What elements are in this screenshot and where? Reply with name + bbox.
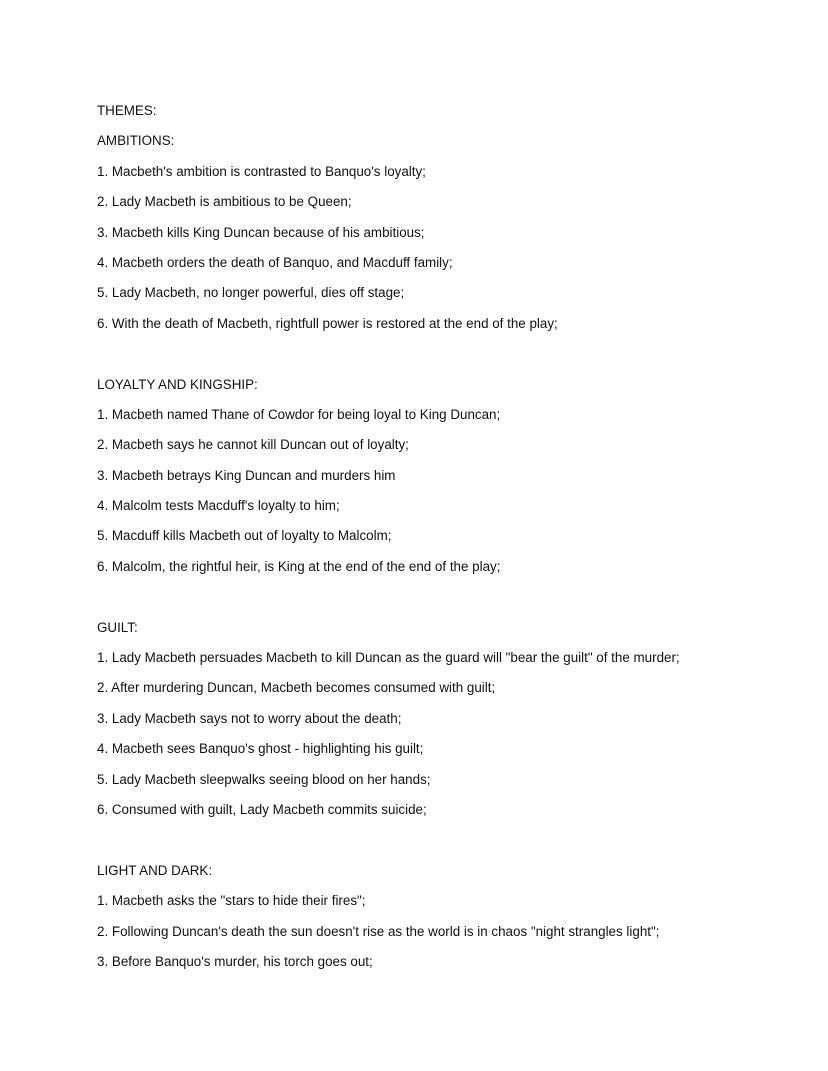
section-ambitions — [97, 126, 797, 339]
list-item: 6. With the death of Macbeth, rightfull power is restored at the end of the play; — [97, 315, 558, 331]
list-item: 5. Lady Macbeth sleepwalks seeing blood on her hands; — [97, 771, 431, 787]
list-item: 1. Macbeth asks the "stars to hide their fires"; — [97, 893, 366, 909]
document-body — [97, 96, 797, 1008]
document-title: THEMES: — [97, 103, 157, 118]
list-item: 2. After murdering Duncan, Macbeth becomes consumed with guilt; — [97, 680, 496, 696]
list-item: 1. Macbeth's ambition is contrasted to Banquo's loyalty; — [97, 163, 426, 179]
section-heading: GUILT: — [97, 619, 138, 635]
list-item: 2. Macbeth says he cannot kill Duncan out of loyalty; — [97, 437, 409, 453]
list-item: 3. Lady Macbeth says not to worry about the death; — [97, 710, 402, 726]
list-item: 1. Macbeth named Thane of Cowdor for being loyal to King Duncan; — [97, 406, 501, 422]
list-item: 1. Lady Macbeth persuades Macbeth to kill Duncan as the guard will "bear the guilt" of the murder; — [97, 650, 680, 666]
list-item: 2. Lady Macbeth is ambitious to be Queen; — [97, 194, 352, 210]
section-heading: LIGHT AND DARK: — [97, 862, 213, 878]
section-guilt — [97, 613, 797, 826]
section-loyalty-and-kingship — [97, 370, 797, 583]
list-item: 5. Macduff kills Macbeth out of loyalty to Malcolm; — [97, 528, 392, 544]
list-item: 4. Macbeth sees Banquo's ghost - highlighting his guilt; — [97, 741, 424, 757]
list-item: 6. Malcolm, the rightful heir, is King at the end of the end of the play; — [97, 558, 501, 574]
section-heading: AMBITIONS: — [97, 133, 175, 149]
list-item: 4. Malcolm tests Macduff's loyalty to him; — [97, 498, 340, 514]
section-light-and-dark — [97, 856, 797, 978]
list-item: 4. Macbeth orders the death of Banquo, and Macduff family; — [97, 254, 453, 270]
list-item: 2. Following Duncan's death the sun doesn't rise as the world is in chaos "night strangles light"; — [97, 923, 660, 939]
section-heading: LOYALTY AND KINGSHIP: — [97, 376, 258, 392]
list-item: 6. Consumed with guilt, Lady Macbeth commits suicide; — [97, 801, 427, 817]
list-item: 3. Before Banquo's murder, his torch goes out; — [97, 953, 373, 969]
list-item: 3. Macbeth kills King Duncan because of his ambitious; — [97, 224, 425, 240]
list-item: 3. Macbeth betrays King Duncan and murders him — [97, 467, 396, 483]
list-item: 5. Lady Macbeth, no longer powerful, dies off stage; — [97, 285, 405, 301]
